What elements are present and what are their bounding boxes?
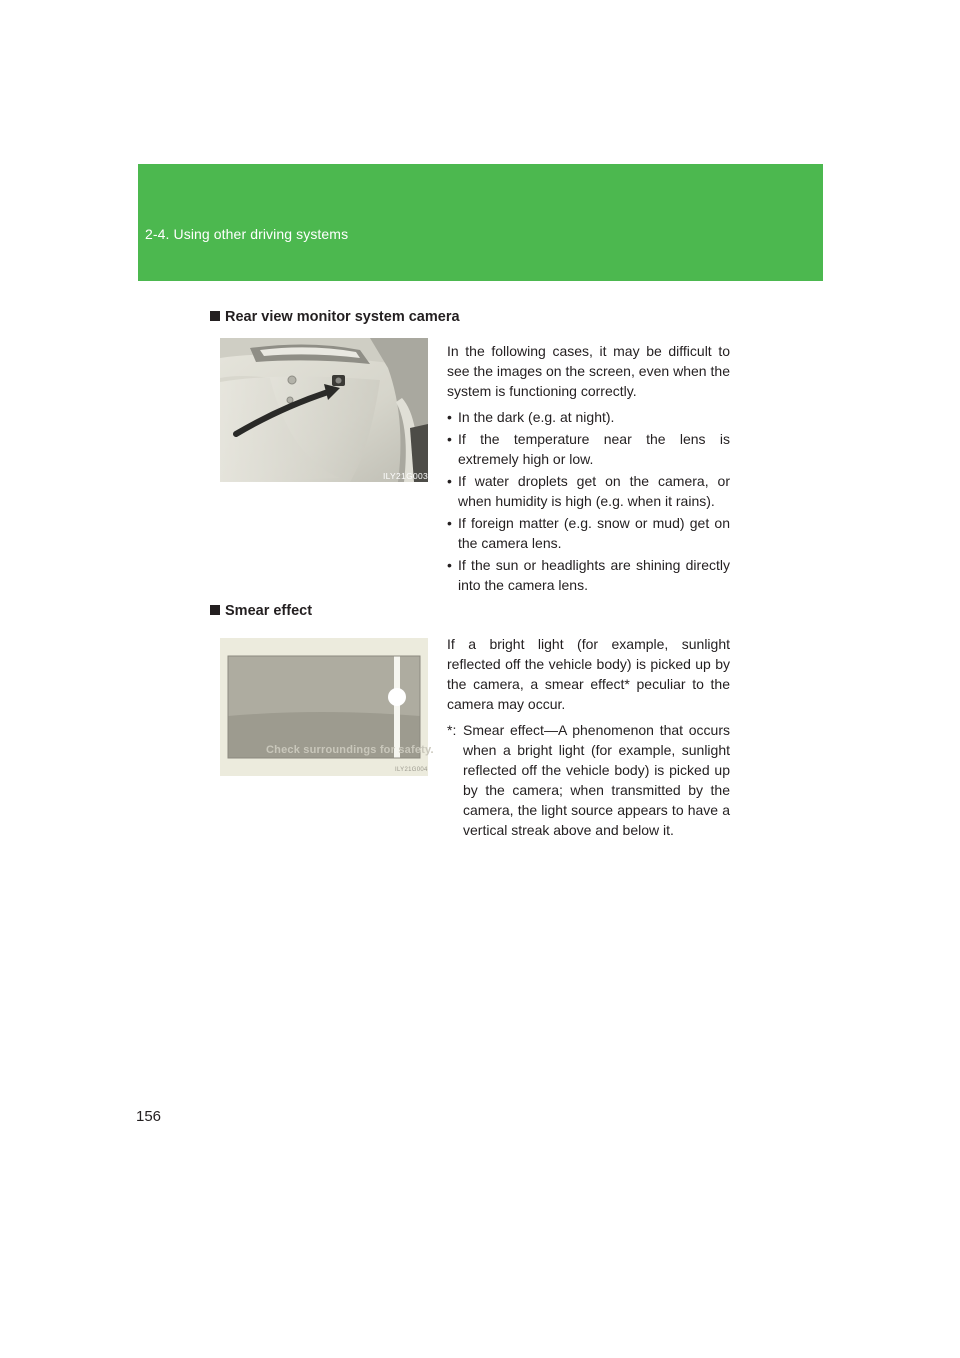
list-item: • If the sun or headlights are shining directly into the camera lens. xyxy=(447,557,730,593)
page-number: 156 xyxy=(136,1108,162,1125)
figure-code: ILY21G003 xyxy=(383,471,429,481)
list-item: • In the dark (e.g. at night). xyxy=(447,409,615,425)
bullet-icon: • xyxy=(447,409,452,425)
camera-figure xyxy=(220,338,428,482)
list-item: • If foreign matter (e.g. snow or mud) get on the camera lens. xyxy=(447,515,730,551)
section-heading-camera xyxy=(210,309,460,325)
header-band xyxy=(138,164,823,281)
footnote-text: Smear effect—A phenomenon that occurs when a bright light (for example, sunlight reflected off the vehicle body) is picked up by the camera; when transmitted by the camera, the light source appears to have a vertical streak above and below it. xyxy=(463,722,730,838)
list-item: • If the temperature near the lens is extremely high or low. xyxy=(447,431,730,467)
square-bullet-icon xyxy=(210,605,220,615)
bullet-icon: • xyxy=(447,431,452,447)
smear-intro: If a bright light (for example, sunlight reflected off the vehicle body) is picked up by the camera, a smear effect* peculiar to the camera may occur. xyxy=(447,636,730,712)
section-label: 2-4. Using other driving systems xyxy=(145,226,349,242)
camera-text-block xyxy=(447,341,730,597)
heading-text: Smear effect xyxy=(225,603,313,619)
bullet-icon: • xyxy=(447,473,452,489)
camera-bullet-list xyxy=(447,407,730,595)
section-heading-smear xyxy=(210,603,312,619)
bullet-icon: • xyxy=(447,515,452,531)
camera-intro: In the following cases, it may be difficult to see the images on the screen, even when the system is functioning correctly. xyxy=(447,343,730,399)
footnote-mark: *: xyxy=(447,722,457,738)
list-item: • If water droplets get on the camera, or when humidity is high (e.g. when it rains). xyxy=(447,473,730,509)
square-bullet-icon xyxy=(210,311,220,321)
smear-footnote xyxy=(447,720,730,840)
screen-message: Check surroundings for safety. xyxy=(266,744,434,756)
heading-text: Rear view monitor system camera xyxy=(225,309,460,325)
figure-code: ILY21G004 xyxy=(395,767,428,773)
bullet-icon: • xyxy=(447,557,452,573)
smear-text-block xyxy=(447,634,730,840)
